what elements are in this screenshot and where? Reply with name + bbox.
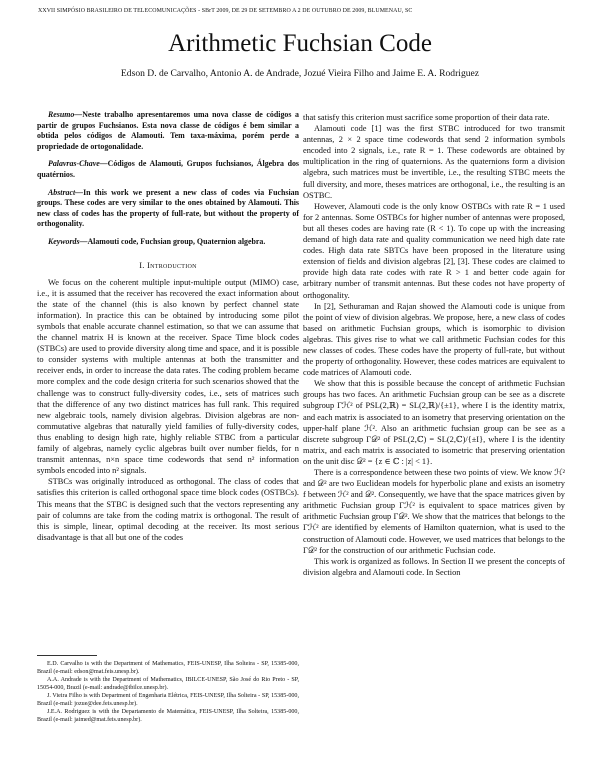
footnotes [37,655,299,724]
body-paragraph: We show that this is possible because the concept of arithmetic Fuchsian groups has two faces. An arithmetic Fuchsian group can be see as a discrete subgroup Γℋ² of PSL(2,ℝ) = SL(2,ℝ)/{±1}, where I is the identity matrix, and each matrix is associated to an isometry that preserving orientation on the upper-half plane ℋ². Also an arithmetic fuchsian group can be see as a discrete subgroup Γ𝒟² of PSL(2,ℂ) = SL(2,ℂ)/{±I}, where I is the identity matrix, and each matrix is associated to isometric that preserving orientation on the unit disc 𝒟² = {z ∈ ℂ : |z| < 1}. [303,379,565,466]
resumo [37,110,299,152]
footnote-rule [37,655,97,656]
resumo-text: Neste trabalho apresentaremos uma nova classe de códigos a partir de grupos Fuchsianos. Esta nova classe de códigos é bem similar a obtida pelos códigos de Alamouti. Tem taxa-máxima, porém perde a propriedade de ortogonalidade. [37,110,299,151]
body-paragraph: Alamouti code [1] was the first STBC introduced for two transmit antennas, 2 × 2 space time codewords that send 2 information symbols encoded into 2 signals, i.e., rate R = 1. These codewords are obtained by multiplication in the ring of quaternions. As the quaternions form a division algebra, such matrices must be invertible, i.e., the resulting STBC meets the full diversity, and more, theses matrices are orthogonal, i.e., the resulting is an OSTBC. [303,124,565,200]
right-column [303,112,565,578]
abstract-text: In this work we present a new class of codes via Fuchsian groups. These codes are very similar to the ones obtained by Alamouti. This new class of codes has the property of full-rate, but without the property of orthogonality. [37,187,299,229]
body-paragraph: that satisfy this criterion must sacrifice some proportion of their data rate. [303,113,550,122]
section-heading-introduction: I. Introduction [139,260,197,270]
footnote: E.D. Carvalho is with the Department of Mathematics, FEIS-UNESP, Ilha Solteira - SP, 15385-000, Brazil (e-mail: edson@mat.feis.unesp.br). [37,661,299,676]
footnote: J. Vieira Filho is with Department of Engenharia Elétrica, FEIS-UNESP, Ilha Solteira - SP, 15385-000, Brazil (e-mail: jozue@dee.feis.unesp.br). [37,693,299,708]
body-paragraph: In [2], Sethuraman and Rajan showed the Alamouti code is unique from the point of view of division algebras. We propose, here, a new class of codes based on arithmetic Fuchsian groups, which is isomorphic to division algebras. This gives rise to what we call arithmetic Fuchsian codes for this new classes of codes. These codes have the property of full-rate, but without the property of orthogonality. However, these codes matrices are equivalent to code matrices of Alamouti code. [303,301,565,378]
body-paragraph: However, Alamouti code is the only know OSTBCs with rate R = 1 used for 2 antennas. Some OSTBCs for higher number of antennas were proposed, but all theses codes are having rate (R < 1). To cope up with the increasing demand of high data rate and quality communication we need high date rate codes. High data rate SBTCs have been proposed in the literature using extension of fields and division algebras [2], [3]. These codes are claimed to provide high data rate codes with rate R > 1 and better code again for arbitrary number of transmit antennas. But these codes not have property of orthogonality. [303,201,565,300]
keywords-text: Alamouti code, Fuchsian group, Quaternion algebra. [87,236,266,246]
palavras-text: Códigos de Alamouti, Grupos fuchsianos, Álgebra dos quatérnios. [37,159,299,179]
resumo-label: Resumo— [48,110,83,119]
author-list: Edson D. de Carvalho, Antonio A. de Andrade, Jozué Vieira Filho and Jaime E. A. Rodriguez [120,68,480,79]
footnote: A.A. Andrade is with the Department of Mathematics, IBILCE-UNESP, São José do Rio Preto - SP, 15054-000, Brazil (e-mail: andrade@ibilce.unesp.br). [37,677,299,692]
abstract [37,188,299,230]
palavras-chave [37,159,299,180]
conference-header: XXVII SIMPÓSIO BRASILEIRO DE TELECOMUNICAÇÕES - SBrT 2009, DE 29 DE SETEMBRO A 2 DE OUTUBRO DE 2009, BLUMENAU, SC [38,8,413,14]
palavras-label: Palavras-Chave— [48,159,108,169]
body-paragraph: We focus on the coherent multiple input-multiple output (MIMO) case, i.e., it is assumed that the receiver has recovered the exact information about the state of the channel (this is also known by perfect channel state information). In practice this can be obtained by introducing some pilot symbols that enable accurate channel estimation, so that we can assume that the channel matrix H is known at the receiver. Space Time block codes (STBCs) are used to provide diversity along time and space, and it is possible to consider systems with multiple antennas at both the transmitter and receiver ends, in order to increase the data rates. The coding problem became more complex and the code design criteria for such scenarios showed that the challenge was to construct fully-diversity codes, i.e., sets of matrices such that the difference of any two distinct matrices has full rank. This required new algebraic tools, namely division algebras. Division algebras are non-commutative algebras that naturally yield families of fully-diversity codes, thus enabling to design high rate, highly reliable STBC from a particular family of algebras, namely cyclic algebras built over number fields, for n transmit antennas, n×n space time codewords that send n² information symbols encoded into n² signals. [37,277,299,476]
keywords-label: Keywords— [48,236,88,246]
paper-title: Arithmetic Fuchsian Code [168,30,432,57]
left-column [37,110,299,543]
abstract-label: Abstract— [48,187,84,197]
footnote: J.E.A. Rodriguez is with the Departamento de Matemática, FEIS-UNESP, Ilha Solteira, 15385-000, Brazil (e-mail: jaimed@mat.feis.unesp.br). [37,709,299,724]
keywords [37,237,299,248]
body-paragraph: There is a correspondence between these two points of view. We know ℋ² and 𝒟² are two Euclidean models for hyperbolic plane and exists an isometry f between ℋ² and 𝒟². Consequently, we have that the space matrices given by arithmetic Fuchsian group Γℋ² is equivalent to space matrices given by arithmetic Fuchsian group Γ𝒟². We show that the matrices that belongs to the Γℋ² are identified by elements of Hamilton quaternion, what is used to the construction of Alamouti code. However, we used matrices that belongs to the Γ𝒟² for the construction of our arithmetic Fuchsian code. [303,468,565,555]
body-paragraph: This work is organized as follows. In Section II we present the concepts of division algebra and Alamouti code. In Section [303,556,565,577]
body-paragraph: STBCs was originally introduced as orthogonal. The class of codes that satisfies this criterion is called orthogonal space time block codes (OSTBCs). This means that the STBC is designed such that the vectors representing any pair of columns are take from the coding matrix is orthogonal. The result of this is simple, linear, optimal decoding at the receiver. Its most serious disadvantage is that all but one of the codes [37,477,299,542]
